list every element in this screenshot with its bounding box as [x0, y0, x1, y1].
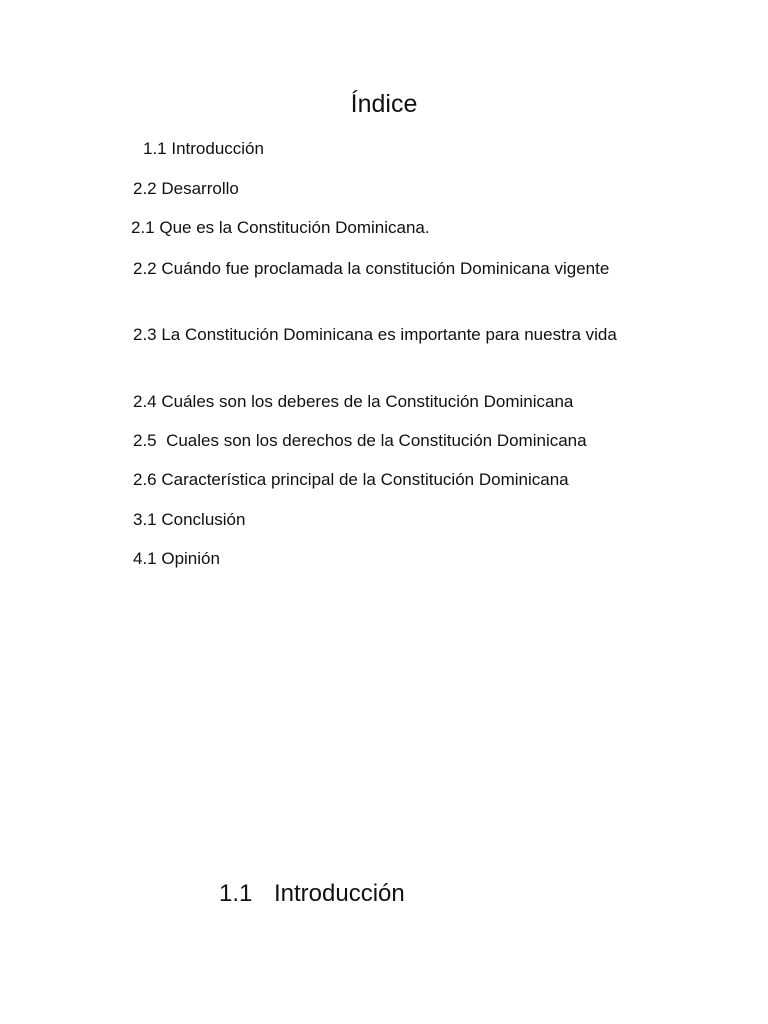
toc-item-caracteristica: 2.6 Característica principal de la Constitución Dominicana: [133, 470, 569, 489]
toc-item-desarrollo: 2.2 Desarrollo: [133, 179, 239, 198]
toc-item-introduccion: 1.1 Introducción: [143, 139, 264, 158]
toc-item-cuando-fue-proclamada: 2.2 Cuándo fue proclamada la constitución Dominicana vigente: [133, 259, 610, 278]
toc-item-opinion: 4.1 Opinión: [133, 549, 220, 568]
section-heading: [219, 878, 405, 910]
toc-item-conclusion: 3.1 Conclusión: [133, 510, 246, 529]
toc-item-derechos: 2.5 Cuales son los derechos de la Constitución Dominicana: [133, 431, 587, 450]
section-number: 1.1: [219, 880, 253, 907]
toc-item-que-es: 2.1 Que es la Constitución Dominicana.: [131, 218, 430, 237]
toc-item-deberes: 2.4 Cuáles son los deberes de la Constitución Dominicana: [133, 392, 574, 411]
section-title: Introducción: [274, 880, 405, 907]
toc-item-importante: 2.3 La Constitución Dominicana es importante para nuestra vida: [133, 325, 617, 344]
index-title: Índice: [350, 90, 418, 118]
